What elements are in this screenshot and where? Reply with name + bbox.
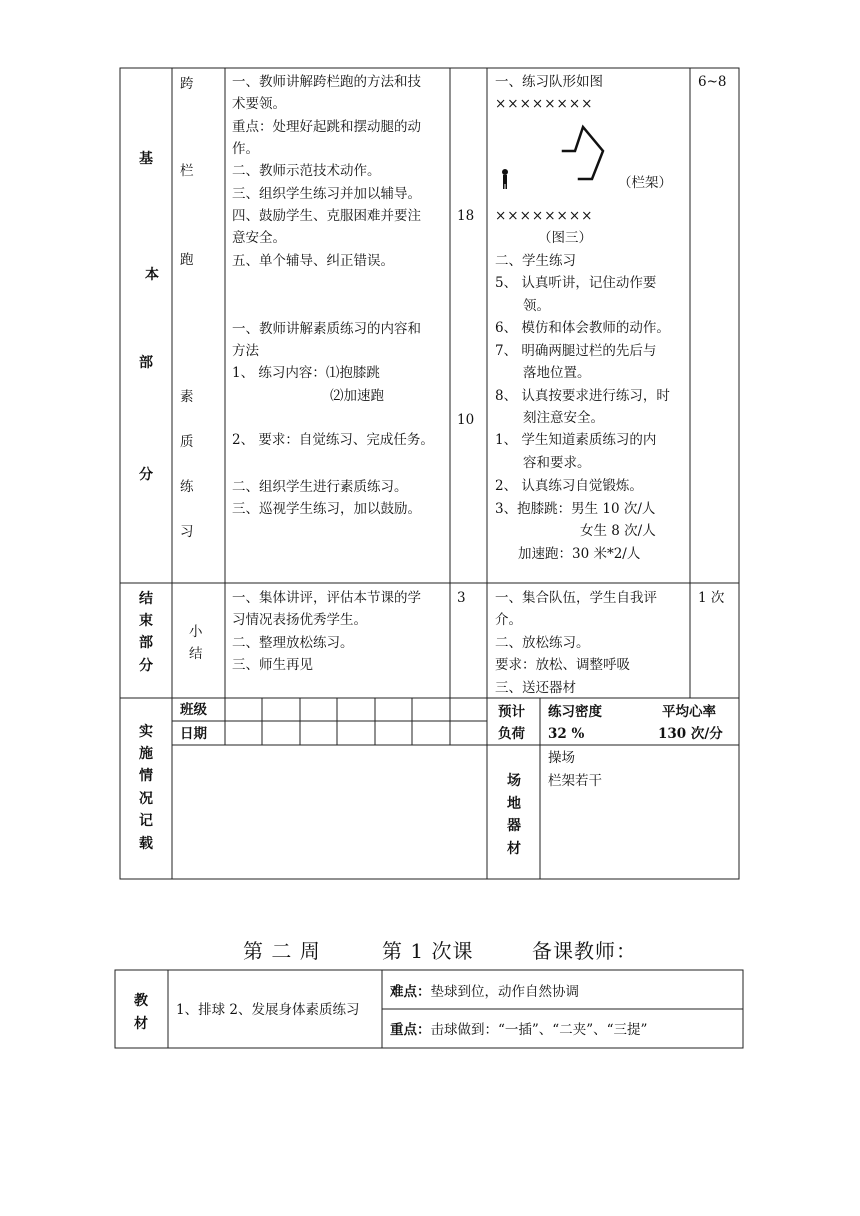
teacher-line: 五、单个辅导、纠正错误。: [232, 253, 394, 269]
teacher-line: 四、鼓励学生、克服困难并要注: [232, 208, 421, 224]
content-char: 跑: [180, 252, 194, 268]
student-line: 介。: [495, 612, 522, 628]
student-line: 女生 8 次/人: [580, 523, 656, 539]
teacher-line: 二、整理放松练习。: [232, 635, 354, 651]
content-char: 跨: [180, 76, 194, 92]
section-char: 载: [139, 836, 153, 852]
content-char: 质: [180, 434, 194, 450]
teacher-line: 2、 要求：自觉练习、完成任务。: [232, 432, 434, 448]
hurdle-diagram: [495, 115, 625, 195]
student-line: 8、 认真按要求进行练习，时: [495, 388, 670, 404]
venue-line: 栏架若干: [548, 773, 602, 789]
teacher-line: 三、巡视学生练习，加以鼓励。: [232, 501, 421, 517]
nandian-row: [390, 981, 579, 1003]
teacher-line: 一、集体讲评，评估本节课的学: [232, 590, 421, 606]
section-char: 施: [139, 746, 153, 762]
heart-value: 130 次/分: [658, 726, 723, 742]
content-char: 习: [180, 524, 194, 540]
heart-label: 平均心率: [662, 704, 716, 720]
yuji-label: 预计: [498, 704, 525, 720]
student-line: 要求：放松、调整呼吸: [495, 657, 630, 673]
section-char: 分: [139, 658, 153, 674]
teacher-line: 三、师生再见: [232, 657, 313, 673]
jiaocai-char: 材: [134, 1016, 148, 1032]
zhongdian-row: [390, 1019, 647, 1041]
teacher-line: 术要领。: [232, 96, 286, 112]
teacher-line: 意安全。: [232, 230, 286, 246]
student-line: 领。: [523, 298, 550, 314]
content-char: 练: [180, 479, 194, 495]
student-line: 7、 明确两腿过栏的先后与: [495, 343, 657, 359]
section-char: 情: [139, 768, 153, 784]
zhongdian-text: 击球做到：“一插”、“二夹”、“三提”: [430, 1022, 648, 1038]
density-label: 练习密度: [548, 704, 602, 720]
student-line: 二、学生练习: [495, 253, 576, 269]
section-char: 束: [139, 613, 153, 629]
jiaocai-char: 教: [134, 993, 148, 1009]
teacher-line: 三、组织学生练习并加以辅导。: [232, 186, 421, 202]
student-line: 5、 认真听讲，记住动作要: [495, 275, 657, 291]
nandian-text: 垫球到位，动作自然协调: [430, 984, 579, 1000]
lesson-title: 第 1 次课: [382, 939, 474, 963]
content-char: 素: [180, 389, 194, 405]
teacher-line: 作。: [232, 141, 259, 157]
section-char: 况: [139, 791, 153, 807]
section-char: 基: [139, 151, 153, 167]
section-char: 分: [139, 467, 153, 483]
venue-char: 材: [507, 841, 521, 857]
count-value: 6~8: [698, 74, 727, 90]
teacher-line: 习情况表扬优秀学生。: [232, 612, 367, 628]
yuji-label: 负荷: [498, 726, 525, 742]
content-char: 结: [189, 646, 203, 662]
student-line: 6、 模仿和体会教师的动作。: [495, 320, 670, 336]
student-line: ××××××××: [495, 208, 594, 224]
teacher-line: 重点：处理好起跳和摆动腿的动: [232, 119, 421, 135]
nandian-label: 难点：: [390, 984, 431, 1000]
venue-char: 地: [507, 796, 521, 812]
banji-label: 班级: [180, 702, 207, 718]
student-line: ××××××××: [495, 96, 594, 112]
time-value: 10: [457, 412, 475, 428]
diagram-label: （栏架）: [618, 175, 672, 191]
teacher-line: 一、教师讲解素质练习的内容和: [232, 321, 421, 337]
teacher-line: 一、教师讲解跨栏跑的方法和技: [232, 74, 421, 90]
count-value: 1 次: [698, 590, 725, 606]
section-char: 部: [139, 635, 153, 651]
teacher-line: ⑵加速跑: [330, 388, 384, 404]
student-line: 3、抱膝跳：男生 10 次/人: [495, 501, 656, 517]
density-value: 32 %: [548, 726, 585, 742]
venue-line: 操场: [548, 750, 575, 766]
section-char: 部: [139, 355, 153, 371]
student-line: 加速跑：30 米*2/人: [518, 546, 641, 562]
student-line: 1、 学生知道素质练习的内: [495, 432, 657, 448]
student-line: 落地位置。: [523, 365, 591, 381]
time-value: 18: [457, 208, 475, 224]
teacher-line: 方法: [232, 343, 259, 359]
figure-caption: （图三）: [538, 230, 592, 246]
venue-char: 器: [507, 818, 521, 834]
student-line: 二、放松练习。: [495, 635, 590, 651]
student-line: 容和要求。: [523, 455, 591, 471]
section-char: 记: [139, 813, 153, 829]
zhongdian-label: 重点：: [390, 1022, 431, 1038]
section-char: 结: [139, 591, 153, 607]
teacher-title: 备课教师：: [532, 939, 637, 963]
teacher-line: 二、教师示范技术动作。: [232, 163, 381, 179]
riqi-label: 日期: [180, 726, 207, 742]
week-title: 第 二 周: [243, 939, 321, 963]
content-char: 小: [189, 624, 203, 640]
content-char: 栏: [180, 163, 194, 179]
section-char: 实: [139, 724, 153, 740]
teacher-line: 1、 练习内容：⑴抱膝跳: [232, 365, 380, 381]
teacher-line: 二、组织学生进行素质练习。: [232, 479, 408, 495]
time-value: 3: [457, 590, 466, 606]
student-line: 刻注意安全。: [523, 410, 604, 426]
student-line: 一、集合队伍，学生自我评: [495, 590, 657, 606]
student-line: 一、练习队形如图: [495, 74, 603, 90]
section-char: 本: [145, 267, 159, 283]
venue-char: 场: [507, 773, 521, 789]
student-line: 三、送还器材: [495, 680, 576, 696]
student-line: 2、 认真练习自觉锻炼。: [495, 478, 643, 494]
jiaocai-content: 1、排球 2、发展身体素质练习: [176, 1002, 360, 1018]
